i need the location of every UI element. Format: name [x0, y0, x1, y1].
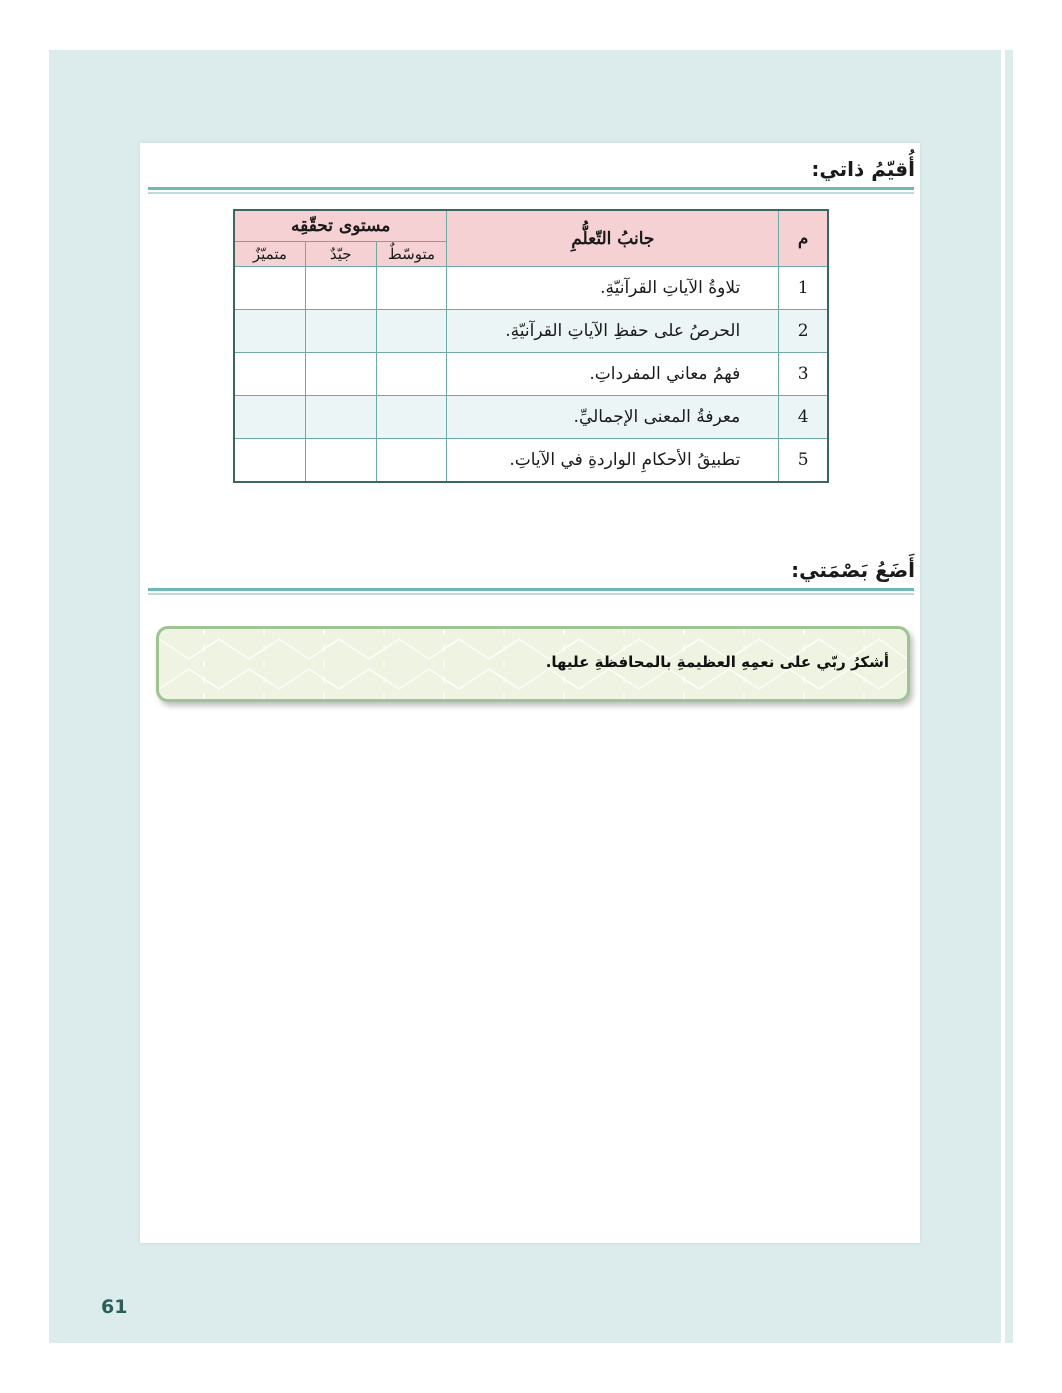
row-number: 5 [779, 439, 828, 483]
rating-cell-average[interactable] [376, 439, 447, 483]
row-aspect: معرفةُ المعنى الإجماليِّ. [447, 396, 779, 439]
level-header-average: متوسّطٌ [376, 242, 447, 267]
col-header-aspect: جانبُ التّعلُّمِ [447, 210, 779, 267]
rating-cell-average[interactable] [376, 310, 447, 353]
row-number: 3 [779, 353, 828, 396]
my-imprint-heading: أَضَعُ بَصْمَتي: [791, 558, 915, 582]
table-row [234, 396, 828, 439]
col-header-num: م [779, 210, 828, 267]
heading-underline [148, 588, 914, 591]
rating-cell-good[interactable] [305, 439, 376, 483]
heading-underline-secondary [148, 593, 914, 595]
table-row [234, 439, 828, 483]
col-header-level: مستوى تحقّقِه [234, 210, 447, 242]
rating-cell-excellent[interactable] [234, 310, 305, 353]
heading-underline [148, 187, 914, 190]
rating-cell-good[interactable] [305, 396, 376, 439]
rating-cell-good[interactable] [305, 310, 376, 353]
row-aspect: تطبيقُ الأحكامِ الواردةِ في الآياتِ. [447, 439, 779, 483]
rating-cell-average[interactable] [376, 396, 447, 439]
rating-cell-average[interactable] [376, 353, 447, 396]
rating-cell-excellent[interactable] [234, 396, 305, 439]
row-number: 4 [779, 396, 828, 439]
imprint-box [156, 626, 910, 702]
self-assessment-heading: أُقيّمُ ذاتي: [811, 157, 915, 181]
rating-cell-excellent[interactable] [234, 439, 305, 483]
row-aspect: فهمُ معاني المفرداتِ. [447, 353, 779, 396]
row-aspect: الحرصُ على حفظِ الآياتِ القرآنيّةِ. [447, 310, 779, 353]
rating-cell-excellent[interactable] [234, 267, 305, 310]
rating-cell-excellent[interactable] [234, 353, 305, 396]
level-header-excellent: متميّزٌ [234, 242, 305, 267]
page-number: 61 [101, 1296, 128, 1318]
table-row [234, 267, 828, 310]
row-number: 2 [779, 310, 828, 353]
self-assessment-table [233, 209, 829, 483]
row-number: 1 [779, 267, 828, 310]
heading-underline-secondary [148, 192, 914, 194]
table-row [234, 353, 828, 396]
level-header-good: جيّدٌ [305, 242, 376, 267]
table-row [234, 310, 828, 353]
page-edge-strip [1005, 50, 1013, 1343]
rating-cell-good[interactable] [305, 267, 376, 310]
imprint-text: أشكرُ ربّي على نعمِهِ العظيمةِ بالمحافظةِ عليها. [545, 653, 889, 671]
rating-cell-good[interactable] [305, 353, 376, 396]
row-aspect: تلاوةُ الآياتِ القرآنيّةِ. [447, 267, 779, 310]
rating-cell-average[interactable] [376, 267, 447, 310]
